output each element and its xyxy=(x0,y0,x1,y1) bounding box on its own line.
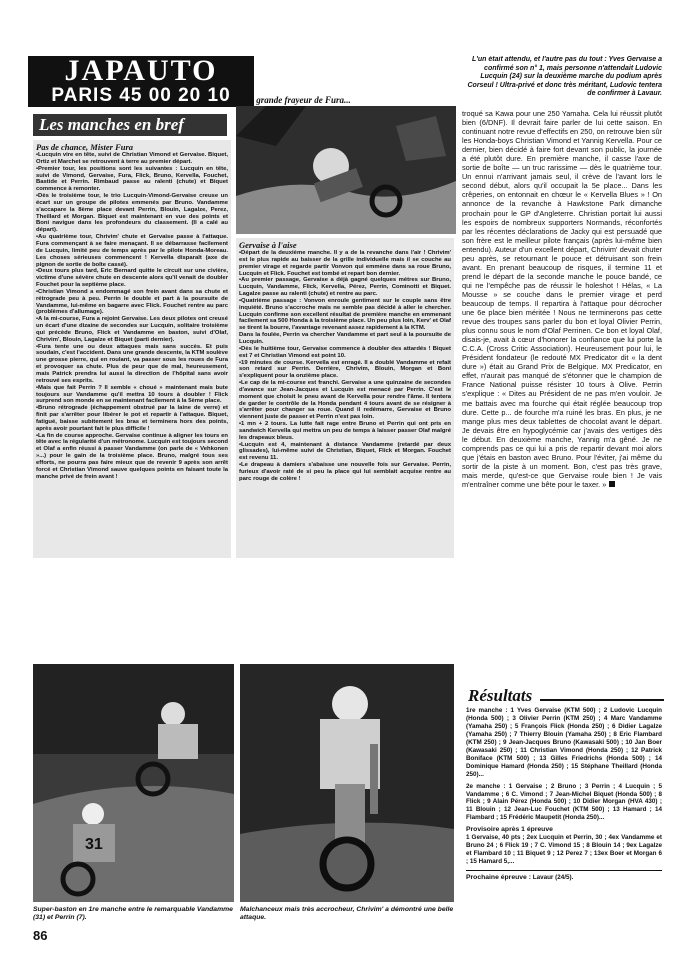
col1-para: •Deux tours plus tard, Eric Bernard quitte le circuit sur une civière, victime d'une sévère chute en descente alors qu'il venait de doubler Fouchet pour la septième place. xyxy=(36,268,228,289)
next-event-value: Lavaur (24/5). xyxy=(532,874,574,882)
col1-para: •Christian Vimond a endommagé son frein avant dans sa chute et rétrograde peu à peu. Perrin le double et part à la poursuite de Vandamme, lui-même en bagarre avec Flick. Fouchet rentre au parc (problèmes d'allumage). xyxy=(36,288,228,316)
svg-text:31: 31 xyxy=(85,836,103,853)
end-mark-icon xyxy=(609,481,615,487)
page-number: 86 xyxy=(33,928,48,943)
col1-subheading: Pas de chance, Mister Fura xyxy=(36,142,134,152)
col2-para: •Au premier passage, Gervaise a déjà gagné quelques mètres sur Bruno, Lucquin, Vandamme, Flick, Kervella, Pérez, Perrin, Cominotti et Biquet. Lagalze passe au ralenti (chute) et rentre au parc. xyxy=(239,277,451,298)
col1-para: •Mais que fait Perrin ? Il semble « choué » maintenant mais bute toujours sur Vandamme qu'il mettra 10 tours à doubler ! Flick surprend son monde en se maintenant facilement à la 5ème place. xyxy=(36,384,228,405)
banner-brand: JAPAUTO xyxy=(64,56,218,87)
col1-para: •Lucquin vire en tête, suivi de Christian Vimond et Gervaise. Biquet, Ortiz et Marchet se retrouvent à terre au premier départ. xyxy=(36,152,228,165)
col2-para: •19 minutes de course. Kervella est enragé. Il a doublé Vandamme et refait son retard sur Perrin. Derrière, Chrivim, Blouin, Morgan et Boni s'expliquent pour la onzième place. xyxy=(239,359,451,380)
results-manche-1: 1re manche : 1 Yves Gervaise (KTM 500) ; 2 Ludovic Lucquin (Honda 500) ; 3 Olivier Perrin (KTM 250) ; 4 Marc Vandamme (Yamaha 250) ; 5 François Flick (Honda 250) ; 6 Didier Lagalze (Yamaha 250) ; 7 Thierry Blouin (Yamaha 250) ; 8 Eric Flambard (KTM 250) ; 9 Jean-Jacques Bruno (Kawasaki 500) ; 10 Jan Boer (Kawasaki 250) ; 11 Christian Vimond (Honda 250) ; 12 Patrick Boniface (KTM 500) ; 13 Gilles Friedrichs (Honda 500) ; 14 Dominique Hamard (Honda 250) ; 15 Stéphane Theillard (Honda 250)... xyxy=(466,707,662,778)
col2-para: •Lucquin est 4, maintenant à distance Vandamme (retardé par deux glissades), lui-même suivi de Christian, Biquet, Flick et Morgan. Fouchet est revenu 11. xyxy=(239,441,451,462)
banner-phone: PARIS 45 00 20 10 xyxy=(51,85,231,106)
next-event xyxy=(466,870,662,882)
single-rider-photo xyxy=(240,664,454,902)
col1-para: •Bruno rétrograde (échappement obstrué par la laine de verre) et finit par s'arrêter pour libérer le pot et repartir à l'attaque. Biquet, fatigué, baisse subitement les bras et terminera hors des points, après avoir pourtant fait le plus difficile ! xyxy=(36,405,228,432)
results-provisional-heading: Provisoire après 1 épreuve xyxy=(466,826,553,834)
col2-para: •Quatrième passage : Vonvon enroule gentiment sur le couple sans être inquiété. Bruno s'accroche mais ne semble pas décidé à aller le chercher. Lucquin confirme son excellent résultat de première manche en emmenant facilement sa 500 Honda à la troisième place. Un peu plus loin, Kerv' et Olaf se tirent la bourre, l'avantage revenant assez rapidement à la KTM. xyxy=(239,297,451,332)
top-photo-caption: La grande frayeur de Fura... xyxy=(244,95,351,105)
col2-subheading: Gervaise à l'aise xyxy=(239,240,297,250)
results-title: Résultats xyxy=(468,686,533,705)
rider-crash-photo xyxy=(236,106,456,234)
col2-para: •Le cap de la mi-course est franchi. Gervaise a une quinzaine de secondes d'avance sur Jean-Jacques et Lucquin est menacé par Perrin. C'est le moment que choisit le pneu avant de Kervella pour rendre l'âme. Il tentera de garder le contrôle de la Honda pendant 4 tours avant de se résigner à s'arrêter pour changer sa roue. Quand il redémarre, Gervaise et Bruno viennent juste de passer et Perrin n'est pas loin. xyxy=(239,380,451,421)
article-body xyxy=(462,109,662,669)
results-rule xyxy=(540,699,664,701)
results-box xyxy=(466,707,662,932)
col1-para: •Au quatrième tour, Chrivim' chute et Gervaise passe à l'attaque. Fura commençant à se faire menaçant. Il se débarrasse facilement de Lucquin, limité peu de temps après par le pilote Honda-Moreau. Les choses sérieuses commencent ! Kervella disparaît (axe de pignon de sortie de boîte cassé). xyxy=(36,234,228,268)
two-riders-photo xyxy=(33,664,234,902)
section-title: Les manches en bref xyxy=(33,114,227,136)
col2-para: •Départ de la deuxième manche. Il y a de la revanche dans l'air ! Chrivim' est le plus rapide au baisser de la grille individuelle mais il se couche au premier virage et regarde partir Vonvon qui emmène dans sa roue Bruno, Lucquin et Flick. Fouchet est tombé et repart bon dernier. xyxy=(239,250,451,277)
col1-para: •Premier tour, les positions sont les suivantes : Lucquin en tête, suivi de Vimond, Gervaise, Fura, Flick, Bruno, Kervella, Fouchet, Bastide et Perrin. Rimbaud passe au ralenti (chute) et Biquet commence à remonter. xyxy=(36,165,228,193)
column-2-manche-2 xyxy=(236,238,454,558)
next-event-label: Prochaine épreuve : xyxy=(466,874,531,882)
col1-para: •Dès le troisième tour, le trio Lucquin-Vimond-Gervaise creuse un écart sur un groupe de pilotes emmenés par Bruno. Vandamme s'accapare la 8ème place devant Perrin, Blouin, Lagalze, Perez, Theillard et Morgan. Biquet est maintenant en vue des points et Boni navigue dans les profondeurs du classement. (Il a calé au départ). xyxy=(36,193,228,234)
col1-para: •La fin de course approche. Gervaise continue à aligner les tours en tête avec la régularité d'un métronome. Lucquin est toujours second et Olaf a enfin réussi à passer Vandamme (on parle de « Vehkonen »...) pour le gain de la troisième place. Bruno, malgré tous ses efforts, ne pourra pas faire mieux que de revenir 9 après son arrêt forcé et Christian Vimond sauve quelques points en faisant toute la manche privé de frein avant ! xyxy=(36,432,228,480)
col1-para: •Fura tente une ou deux attaques mais sans succès. Et puis soudain, c'est l'accident. Dans une grande descente, la KTM soulève une grosse pierre, qui en roulant, va passer sous les roues de Fura et provoquer sa chute. Plus de peur que de mal, heureusement, mais Patrick prendra lui aussi la direction de l'hôpital sans avoir retrouvé ses esprits. xyxy=(36,343,229,384)
caption-bottom-left: Super-baston en 1re manche entre le remarquable Vandamme (31) et Perrin (7). xyxy=(33,906,233,922)
article-body-text: troqué sa Kawa pour une 250 Yamaha. Cela lui réussit plutôt bien (6/DNF). Il devrait faire parler de lui cette saison. En continuant notre revue d'effectifs en 250, on retrouve bien sûr les Honda-boys Christian Vimond et Yannig Kervella. Pour ce dernier, bien décidé à faire fort devant son public, la journée a été plutôt dure. En première manche, il casse l'axe de sortie de boîte — un truc rarissime — dès le quatrième tour. Un ennui n'arrivant jamais seul, il crève de l'avant lors le second début, alors qu'il occupait la 5e place... Dans les crêperies, on entonnait en chœur le « Kervella Blues » ! On annonce de la revanche à Hawkstone Park dimanche prochain pour le GP d'Angleterre. Christian portait lui aussi les espoirs de nombreux supporters Normands, réconfortés par les récentes déclarations de Jacky qui est persuadé que son frère est le meilleur pilote français (après lui-même bien entendu). Auteur d'un excellent départ, Chrivim' devait chuter peu après, se retournant le pouce et détruisant son frein avant. En prenant beaucoup de risques, il termine 11 et prend le départ de la seconde manche le pouce bandé, ce qui ne l'empêche pas de réussir le holeshot ! Hélas, « La Mousse » se couche dans le premier virage et perd beaucoup de temps. Il repartira à l'attaque pour décrocher une 6e place bien méritée ! Nous ne terminerons pas cette revue des troupes sans parler du bon et loyal Olivier Perrin, plus connu sous le nom d'Olaf Perrinen. Ce bon et loyal Olaf, disais-je, avait à cœur d'honorer la confiance que lui porte la C.C.A. (Cross Critic Association). Heureusement pour lui, le Président fondateur (le redouté MX Predicator dit « la dent dure ») était au Grand Prix de Belgique. MX Predicator, en effet, n'aurait pas manqué de s'étonner que le champion de France National puisse résister 10 tours à Olive. Perrin s'explique : « Dites au Président de ne pas m'en vouloir. Je me battais avec ma fourche qui était réglée beaucoup trop dure. Cette p... de fourche m'a ruiné les bras. En plus, je ne mange plus mes deux tablettes de chocolat avant le départ. Je devais être en hypoglycémie car j'avais des vertiges dès le début. En deuxième manche, Yannig m'a gêné. Je ne comprends pas ce qui lui a pris de repartir devant moi alors que j'étais en baston avec Bruno. Pour l'éviter, j'ai même du sortir de la piste à un moment. Bon, c'est pas très grave, mais merde, qu'est-ce que Gervaise roule bien ! Je vais m'entraîner comme une bête pour le taxer. » xyxy=(462,109,662,489)
photo-chrivim xyxy=(240,664,454,902)
japauto-banner xyxy=(28,56,254,107)
results-manche-2: 2e manche : 1 Gervaise ; 2 Bruno ; 3 Perrin ; 4 Lucquin ; 5 Vandamme ; 6 C. Vimond ; 7 Jean-Michel Biquet (Honda 500) ; 8 Flick ; 9 Alain Pérez (Honda 500) ; 10 Didier Morgan (HVA 430) ; 11 Blouin ; 12 Jean-Luc Fouchet (KTM 500) ; 13 Hamard ; 14 Flambard ; 15 Frédéric Maupetit (Honda 250)... xyxy=(466,782,662,822)
column-1-manche-1 xyxy=(33,140,231,558)
col2-para: •Le drapeau à damiers s'abaisse une nouvelle fois sur Gervaise. Perrin, furieux d'avoir raté de si peu la place qui lui semblait acquise rentre au parc rouge de colère ! xyxy=(239,462,451,482)
col2-para: Dans la foulée, Perrin va chercher Vandamme et part seul à la poursuite de Lucquin. xyxy=(239,332,451,345)
results-provisional: 1 Gervaise, 40 pts ; 2ex Lucquin et Perrin, 30 ; 4ex Vandamme et Bruno 24 ; 6 Flick 19 ; 7 C. Vimond 15 ; 8 Blouin 14 ; 9ex Lagalze et Flambard 10 ; 11 Biquet 9 ; 12 Perez 7 ; 13ex Boer et Morgan 6 ; 15 Hamard 5,... xyxy=(466,834,662,866)
col1-para: •A la mi-course, Fura a rejoint Gervaise. Les deux pilotes ont creusé un écart d'une dizaine de secondes sur Lucquin, solitaire troisième qui précède Bruno, Flick et Vandamme en baston, suivi d'Olaf, Chrivim', Blouin, Lagalze et Biquet (parti dernier). xyxy=(36,316,228,343)
photo-vandamme-perrin xyxy=(33,664,234,902)
article-intro: L'un était attendu, et l'autre pas du tout : Yves Gervaise a confirmé son n° 1, mais personne n'attendait Ludovic Lucquin (24) sur la deuxième marche du podium après Corseul ! Ultra-privé et donc très méritant, Ludovic tentera de confirmer à Lavaur. xyxy=(467,56,662,97)
top-photo xyxy=(236,106,456,234)
col2-para: •Dès le huitième tour, Gervaise commence à doubler des attardés ! Biquet est 7 et Christian Vimond est point 10. xyxy=(239,345,451,359)
caption-bottom-mid: Malchanceux mais très accrocheur, Chrivim' a démontré une belle attaque. xyxy=(240,906,454,922)
col2-para: •1 mn + 2 tours. La lutte fait rage entre Bruno et Perrin qui ont pris en sandwich Kervella qui mettra un peu de temps à laisser passer Olaf malgré les drapeaux bleus. xyxy=(239,421,451,441)
